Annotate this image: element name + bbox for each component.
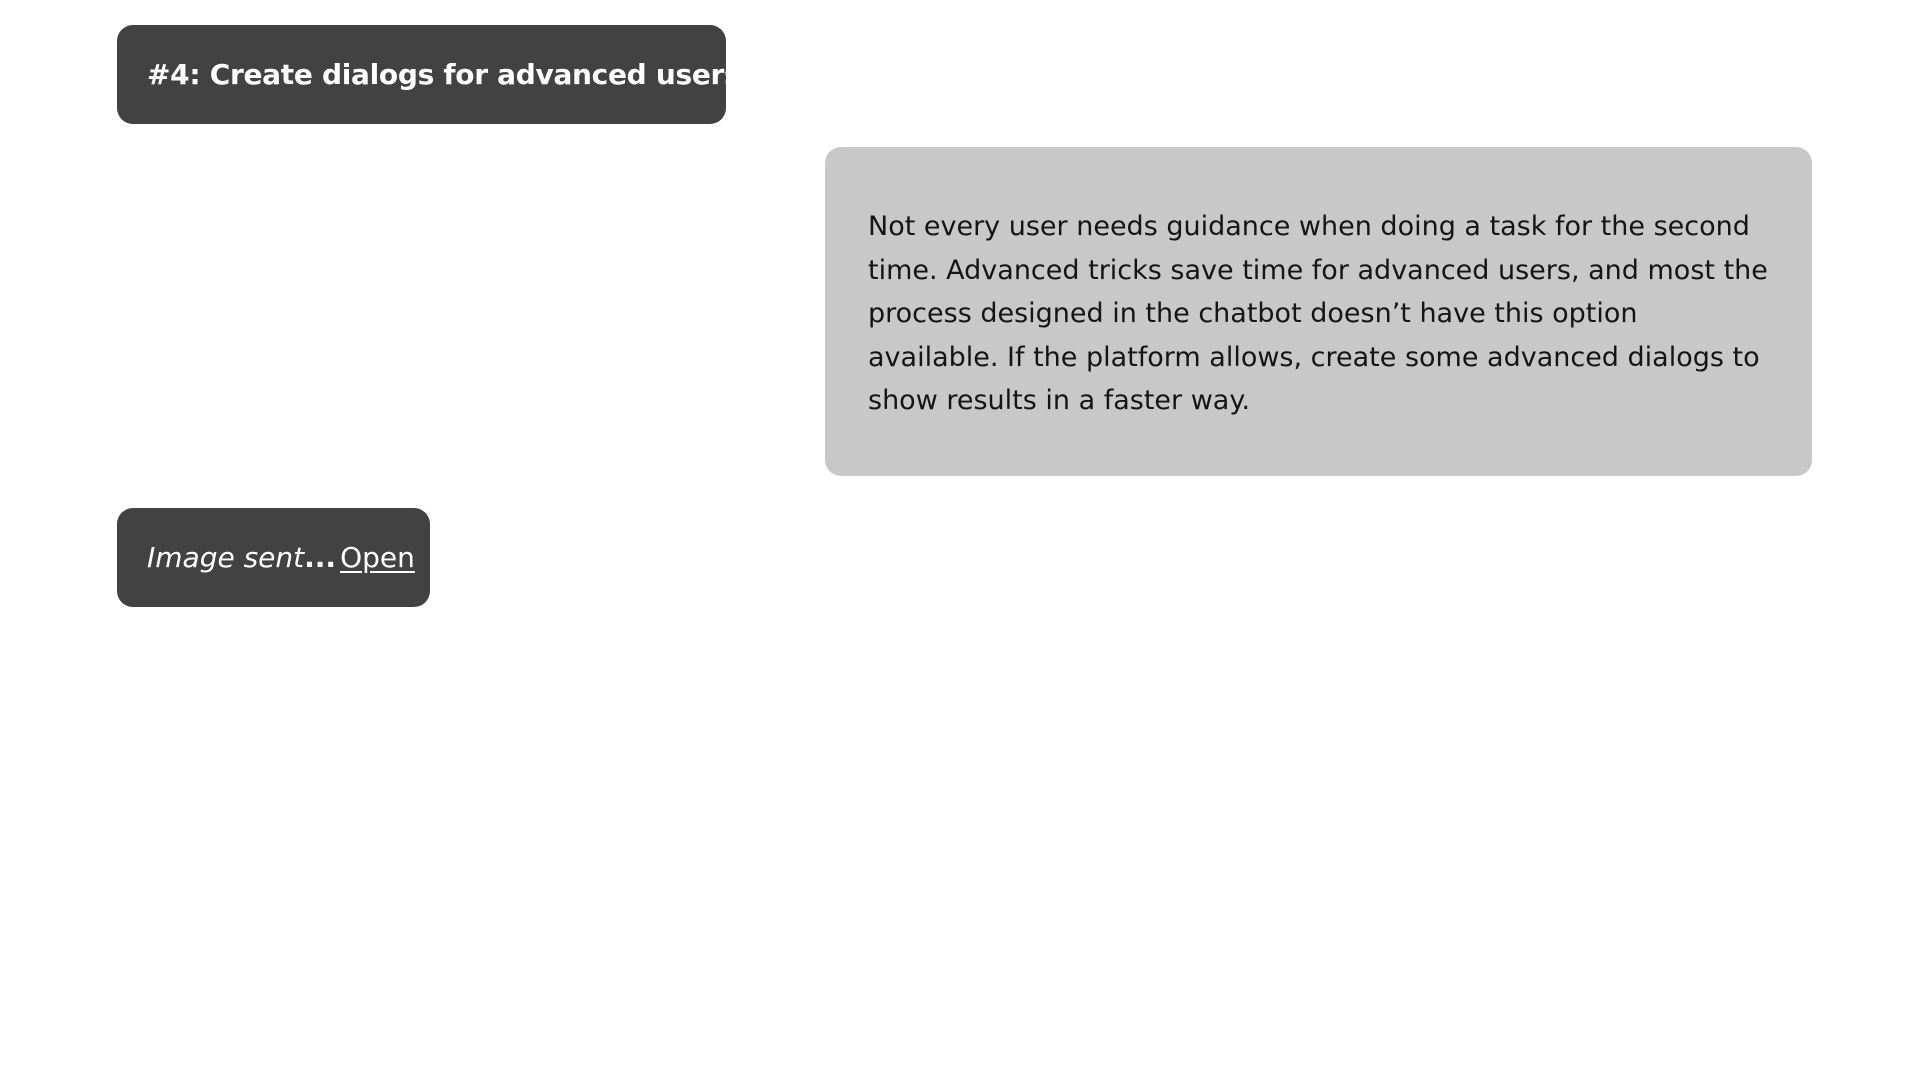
title-message-text: #4: Create dialogs for advanced users: [147, 58, 741, 91]
info-message-bubble: [825, 147, 1812, 476]
info-message-text: Not every user needs guidance when doing a task for the second time. Advanced tricks save time for advanced users, and most the process designed in the chatbot doesn’t have this option available. If the platform allows, create some advanced dialogs to show results in a faster way.: [868, 211, 1768, 416]
title-message-bubble: [117, 25, 741, 124]
image-sent-status-text: Image sent: [147, 541, 305, 574]
image-sent-ellipsis: ...: [304, 541, 337, 574]
image-sent-message-bubble: [117, 508, 430, 607]
open-image-link[interactable]: Open: [340, 541, 415, 574]
